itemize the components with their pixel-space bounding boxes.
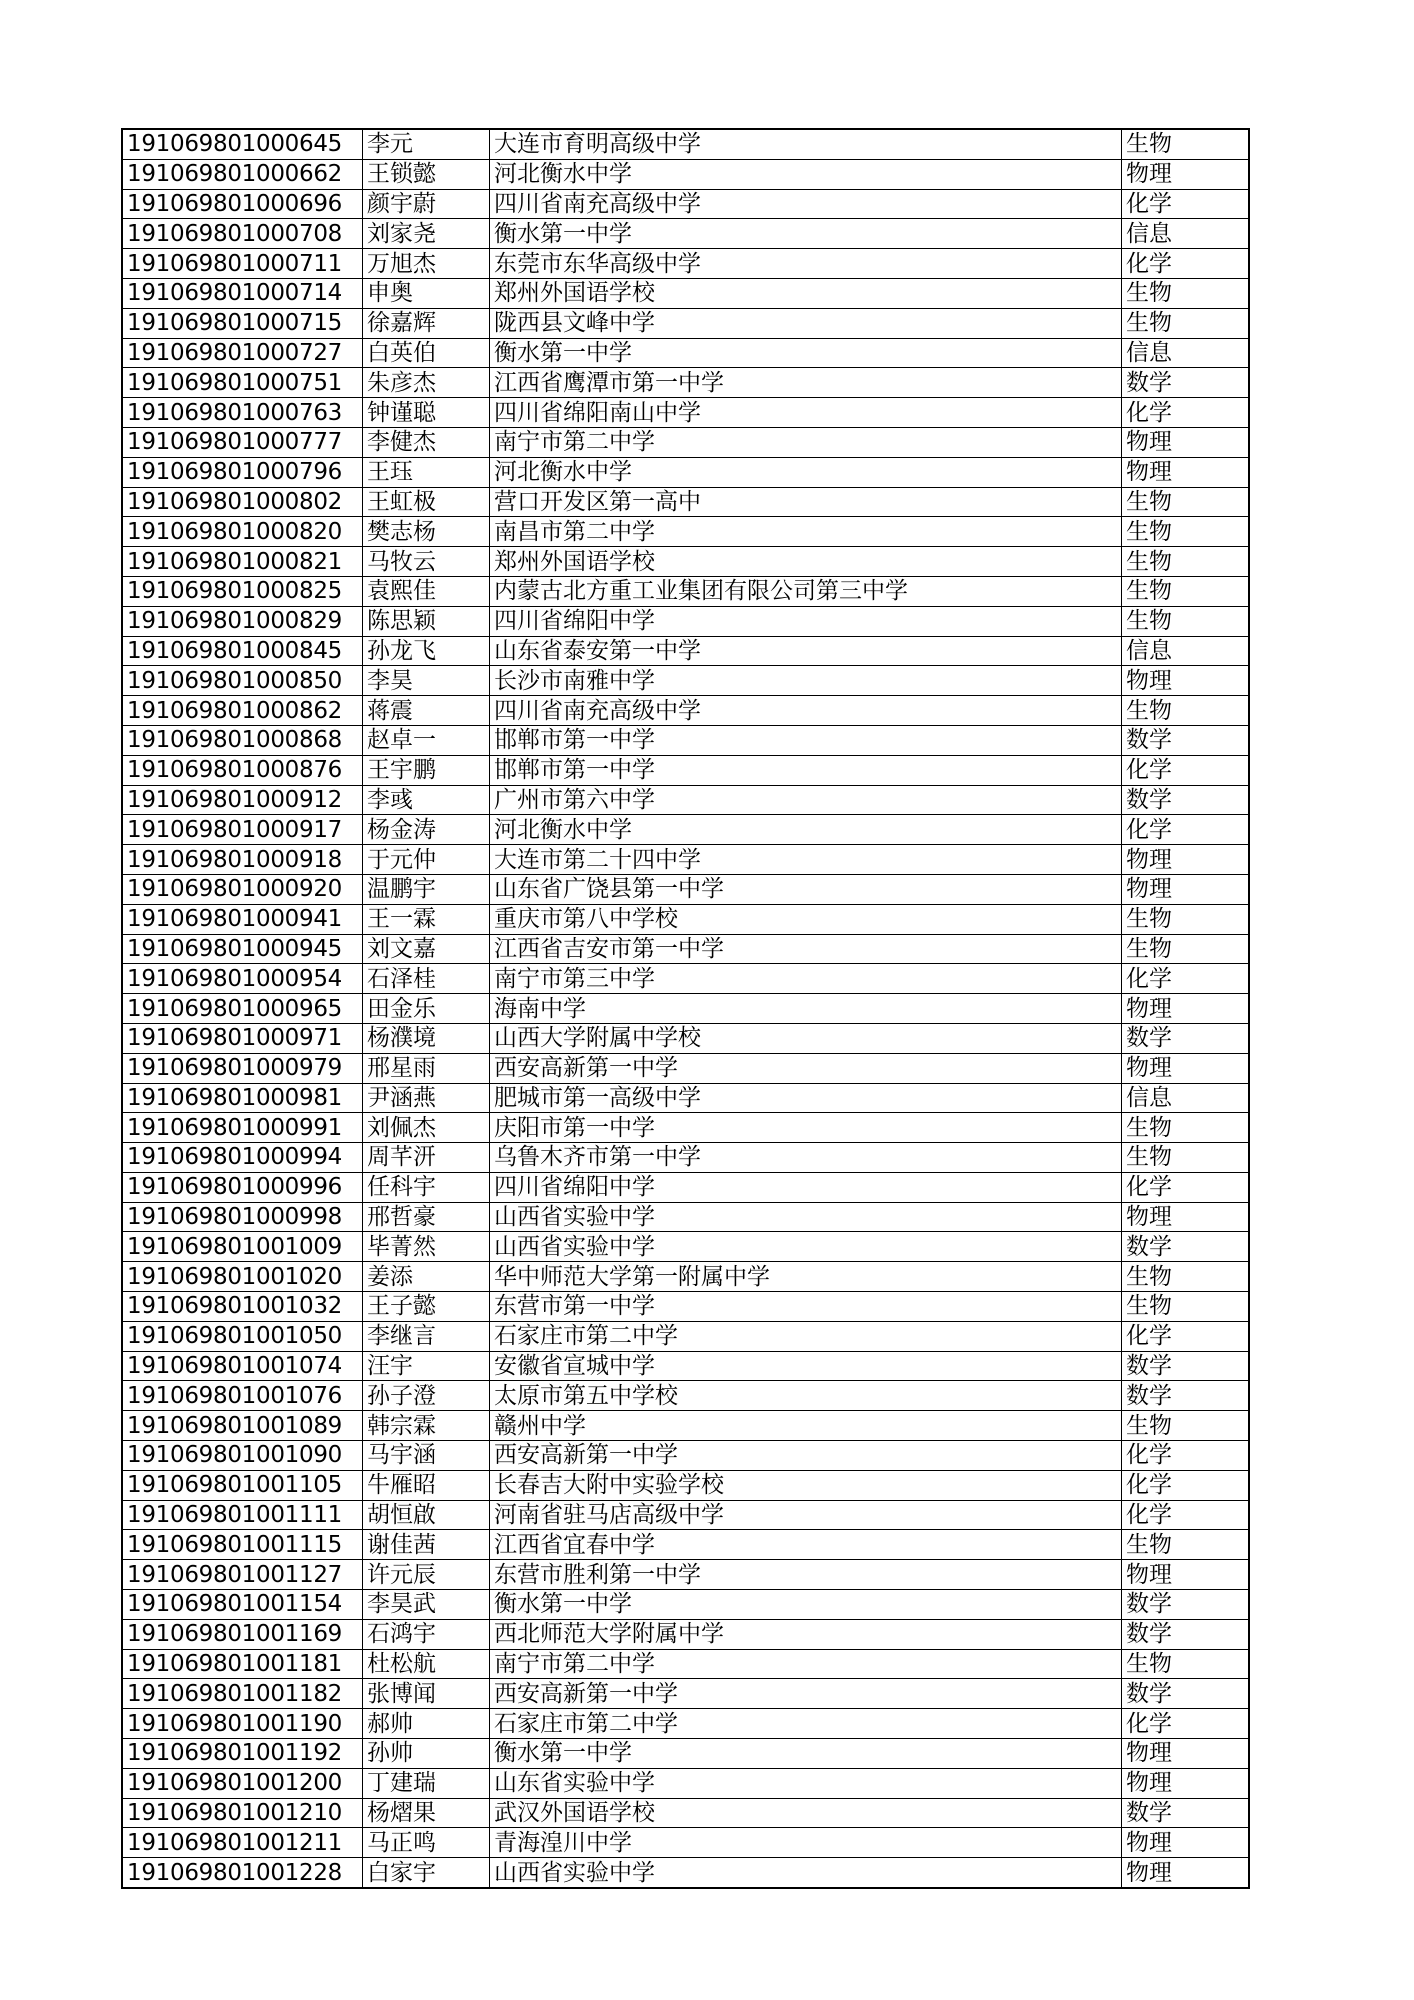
school-cell: 武汉外国语学校 bbox=[490, 1798, 1122, 1828]
table-row bbox=[122, 398, 1249, 428]
student-name-cell: 王一霖 bbox=[363, 904, 490, 934]
exam-number-cell: 191069801001090 bbox=[122, 1441, 363, 1471]
student-name-cell: 丁建瑞 bbox=[363, 1768, 490, 1798]
exam-number-cell: 191069801001228 bbox=[122, 1858, 363, 1888]
subject-cell: 数学 bbox=[1122, 1590, 1250, 1620]
student-name-cell: 牛雁昭 bbox=[363, 1470, 490, 1500]
student-name-cell: 马牧云 bbox=[363, 547, 490, 577]
subject-cell: 生物 bbox=[1122, 517, 1250, 547]
subject-cell: 化学 bbox=[1122, 1470, 1250, 1500]
subject-cell: 物理 bbox=[1122, 159, 1250, 189]
table-row bbox=[122, 874, 1249, 904]
table-row bbox=[122, 189, 1249, 219]
exam-number-cell: 191069801001009 bbox=[122, 1232, 363, 1262]
table-row bbox=[122, 1321, 1249, 1351]
subject-cell: 物理 bbox=[1122, 1768, 1250, 1798]
exam-number-cell: 191069801000777 bbox=[122, 427, 363, 457]
student-name-cell: 钟谨聪 bbox=[363, 398, 490, 428]
exam-number-cell: 191069801000862 bbox=[122, 696, 363, 726]
subject-cell: 物理 bbox=[1122, 666, 1250, 696]
school-cell: 山西省实验中学 bbox=[490, 1858, 1122, 1888]
student-name-cell: 刘家尧 bbox=[363, 219, 490, 249]
subject-cell: 物理 bbox=[1122, 457, 1250, 487]
school-cell: 南宁市第三中学 bbox=[490, 964, 1122, 994]
student-name-cell: 孙龙飞 bbox=[363, 636, 490, 666]
exam-number-cell: 191069801001210 bbox=[122, 1798, 363, 1828]
exam-number-cell: 191069801000821 bbox=[122, 547, 363, 577]
student-name-cell: 田金乐 bbox=[363, 994, 490, 1024]
school-cell: 西安高新第一中学 bbox=[490, 1679, 1122, 1709]
subject-cell: 物理 bbox=[1122, 1739, 1250, 1769]
table-row bbox=[122, 666, 1249, 696]
table-row bbox=[122, 576, 1249, 606]
student-name-cell: 蒋震 bbox=[363, 696, 490, 726]
student-name-cell: 王锁懿 bbox=[363, 159, 490, 189]
exam-number-cell: 191069801000662 bbox=[122, 159, 363, 189]
subject-cell: 物理 bbox=[1122, 427, 1250, 457]
exam-number-cell: 191069801001020 bbox=[122, 1262, 363, 1292]
student-name-cell: 赵卓一 bbox=[363, 725, 490, 755]
subject-cell: 数学 bbox=[1122, 725, 1250, 755]
exam-number-cell: 191069801001105 bbox=[122, 1470, 363, 1500]
table-row bbox=[122, 487, 1249, 517]
exam-number-cell: 191069801000850 bbox=[122, 666, 363, 696]
student-name-cell: 王珏 bbox=[363, 457, 490, 487]
school-cell: 衡水第一中学 bbox=[490, 219, 1122, 249]
student-name-cell: 胡恒啟 bbox=[363, 1500, 490, 1530]
subject-cell: 数学 bbox=[1122, 1619, 1250, 1649]
school-cell: 内蒙古北方重工业集团有限公司第三中学 bbox=[490, 576, 1122, 606]
subject-cell: 化学 bbox=[1122, 1709, 1250, 1739]
table-row bbox=[122, 785, 1249, 815]
table-row bbox=[122, 934, 1249, 964]
exam-number-cell: 191069801001182 bbox=[122, 1679, 363, 1709]
school-cell: 山西省实验中学 bbox=[490, 1202, 1122, 1232]
subject-cell: 物理 bbox=[1122, 845, 1250, 875]
table-row bbox=[122, 1530, 1249, 1560]
student-name-cell: 郝帅 bbox=[363, 1709, 490, 1739]
exam-number-cell: 191069801001076 bbox=[122, 1381, 363, 1411]
school-cell: 四川省绵阳中学 bbox=[490, 1172, 1122, 1202]
school-cell: 营口开发区第一高中 bbox=[490, 487, 1122, 517]
school-cell: 南宁市第二中学 bbox=[490, 427, 1122, 457]
exam-number-cell: 191069801001190 bbox=[122, 1709, 363, 1739]
student-name-cell: 李昊武 bbox=[363, 1590, 490, 1620]
subject-cell: 化学 bbox=[1122, 398, 1250, 428]
student-name-cell: 孙子澄 bbox=[363, 1381, 490, 1411]
table-row bbox=[122, 606, 1249, 636]
table-row bbox=[122, 725, 1249, 755]
subject-cell: 物理 bbox=[1122, 1560, 1250, 1590]
school-cell: 西北师范大学附属中学 bbox=[490, 1619, 1122, 1649]
school-cell: 河北衡水中学 bbox=[490, 815, 1122, 845]
subject-cell: 生物 bbox=[1122, 934, 1250, 964]
school-cell: 山东省实验中学 bbox=[490, 1768, 1122, 1798]
exam-number-cell: 191069801000965 bbox=[122, 994, 363, 1024]
student-name-cell: 周芊汧 bbox=[363, 1143, 490, 1173]
table-row bbox=[122, 1500, 1249, 1530]
exam-number-cell: 191069801000727 bbox=[122, 338, 363, 368]
student-name-cell: 杨濮境 bbox=[363, 1023, 490, 1053]
student-name-cell: 石泽桂 bbox=[363, 964, 490, 994]
school-cell: 山东省泰安第一中学 bbox=[490, 636, 1122, 666]
table-row bbox=[122, 1560, 1249, 1590]
student-name-cell: 汪宇 bbox=[363, 1351, 490, 1381]
exam-number-cell: 191069801000979 bbox=[122, 1053, 363, 1083]
exam-number-cell: 191069801000868 bbox=[122, 725, 363, 755]
table-row bbox=[122, 845, 1249, 875]
school-cell: 山西省实验中学 bbox=[490, 1232, 1122, 1262]
subject-cell: 信息 bbox=[1122, 338, 1250, 368]
subject-cell: 化学 bbox=[1122, 1172, 1250, 1202]
exam-number-cell: 191069801001115 bbox=[122, 1530, 363, 1560]
student-name-cell: 张博闻 bbox=[363, 1679, 490, 1709]
table-row bbox=[122, 1113, 1249, 1143]
school-cell: 四川省绵阳南山中学 bbox=[490, 398, 1122, 428]
student-name-cell: 颜宇蔚 bbox=[363, 189, 490, 219]
school-cell: 河北衡水中学 bbox=[490, 159, 1122, 189]
student-name-cell: 马宇涵 bbox=[363, 1441, 490, 1471]
subject-cell: 化学 bbox=[1122, 1321, 1250, 1351]
student-name-cell: 朱彦杰 bbox=[363, 368, 490, 398]
subject-cell: 生物 bbox=[1122, 606, 1250, 636]
exam-number-cell: 191069801000845 bbox=[122, 636, 363, 666]
table-row bbox=[122, 964, 1249, 994]
subject-cell: 生物 bbox=[1122, 1143, 1250, 1173]
exam-number-cell: 191069801001032 bbox=[122, 1292, 363, 1322]
school-cell: 华中师范大学第一附属中学 bbox=[490, 1262, 1122, 1292]
school-cell: 四川省绵阳中学 bbox=[490, 606, 1122, 636]
subject-cell: 物理 bbox=[1122, 994, 1250, 1024]
table-body bbox=[122, 129, 1249, 1888]
school-cell: 长春吉大附中实验学校 bbox=[490, 1470, 1122, 1500]
subject-cell: 生物 bbox=[1122, 487, 1250, 517]
student-name-cell: 马正鸣 bbox=[363, 1828, 490, 1858]
school-cell: 江西省吉安市第一中学 bbox=[490, 934, 1122, 964]
table-row bbox=[122, 1262, 1249, 1292]
subject-cell: 生物 bbox=[1122, 1649, 1250, 1679]
school-cell: 青海湟川中学 bbox=[490, 1828, 1122, 1858]
exam-number-cell: 191069801000763 bbox=[122, 398, 363, 428]
school-cell: 邯郸市第一中学 bbox=[490, 725, 1122, 755]
student-name-cell: 邢星雨 bbox=[363, 1053, 490, 1083]
exam-number-cell: 191069801000971 bbox=[122, 1023, 363, 1053]
table-row bbox=[122, 1619, 1249, 1649]
exam-number-cell: 191069801000711 bbox=[122, 249, 363, 279]
school-cell: 西安高新第一中学 bbox=[490, 1441, 1122, 1471]
table-row bbox=[122, 457, 1249, 487]
student-name-cell: 邢哲豪 bbox=[363, 1202, 490, 1232]
table-row bbox=[122, 1411, 1249, 1441]
school-cell: 长沙市南雅中学 bbox=[490, 666, 1122, 696]
school-cell: 东营市第一中学 bbox=[490, 1292, 1122, 1322]
subject-cell: 化学 bbox=[1122, 755, 1250, 785]
school-cell: 乌鲁木齐市第一中学 bbox=[490, 1143, 1122, 1173]
student-name-cell: 杨金涛 bbox=[363, 815, 490, 845]
school-cell: 山东省广饶县第一中学 bbox=[490, 874, 1122, 904]
table-row bbox=[122, 1679, 1249, 1709]
school-cell: 四川省南充高级中学 bbox=[490, 696, 1122, 726]
student-name-cell: 李继言 bbox=[363, 1321, 490, 1351]
table-row bbox=[122, 1590, 1249, 1620]
table-row bbox=[122, 696, 1249, 726]
exam-number-cell: 191069801001200 bbox=[122, 1768, 363, 1798]
exam-number-cell: 191069801000796 bbox=[122, 457, 363, 487]
student-name-cell: 李彧 bbox=[363, 785, 490, 815]
table-row bbox=[122, 1858, 1249, 1888]
student-name-cell: 姜添 bbox=[363, 1262, 490, 1292]
exam-number-cell: 191069801000802 bbox=[122, 487, 363, 517]
student-name-cell: 王虹极 bbox=[363, 487, 490, 517]
subject-cell: 化学 bbox=[1122, 249, 1250, 279]
table-row bbox=[122, 1828, 1249, 1858]
school-cell: 河南省驻马店高级中学 bbox=[490, 1500, 1122, 1530]
table-row bbox=[122, 517, 1249, 547]
table-row bbox=[122, 1768, 1249, 1798]
table-row bbox=[122, 1798, 1249, 1828]
exam-number-cell: 191069801001050 bbox=[122, 1321, 363, 1351]
table-row bbox=[122, 904, 1249, 934]
school-cell: 庆阳市第一中学 bbox=[490, 1113, 1122, 1143]
table-row bbox=[122, 308, 1249, 338]
student-list-table bbox=[121, 128, 1250, 1889]
school-cell: 肥城市第一高级中学 bbox=[490, 1083, 1122, 1113]
student-name-cell: 王宇鹏 bbox=[363, 755, 490, 785]
subject-cell: 信息 bbox=[1122, 1083, 1250, 1113]
exam-number-cell: 191069801000696 bbox=[122, 189, 363, 219]
student-name-cell: 刘文嘉 bbox=[363, 934, 490, 964]
subject-cell: 数学 bbox=[1122, 1381, 1250, 1411]
school-cell: 东营市胜利第一中学 bbox=[490, 1560, 1122, 1590]
table-row bbox=[122, 815, 1249, 845]
subject-cell: 数学 bbox=[1122, 1023, 1250, 1053]
subject-cell: 物理 bbox=[1122, 1858, 1250, 1888]
student-name-cell: 陈思颖 bbox=[363, 606, 490, 636]
student-name-cell: 李元 bbox=[363, 129, 490, 159]
subject-cell: 生物 bbox=[1122, 1113, 1250, 1143]
school-cell: 郑州外国语学校 bbox=[490, 547, 1122, 577]
table-row bbox=[122, 1381, 1249, 1411]
table-row bbox=[122, 1709, 1249, 1739]
student-name-cell: 杜松航 bbox=[363, 1649, 490, 1679]
student-name-cell: 白英伯 bbox=[363, 338, 490, 368]
school-cell: 南昌市第二中学 bbox=[490, 517, 1122, 547]
school-cell: 西安高新第一中学 bbox=[490, 1053, 1122, 1083]
table-row bbox=[122, 1083, 1249, 1113]
student-name-cell: 王子懿 bbox=[363, 1292, 490, 1322]
table-row bbox=[122, 1023, 1249, 1053]
school-cell: 太原市第五中学校 bbox=[490, 1381, 1122, 1411]
exam-number-cell: 191069801001111 bbox=[122, 1500, 363, 1530]
subject-cell: 数学 bbox=[1122, 368, 1250, 398]
student-name-cell: 谢佳茜 bbox=[363, 1530, 490, 1560]
subject-cell: 化学 bbox=[1122, 1441, 1250, 1471]
exam-number-cell: 191069801000918 bbox=[122, 845, 363, 875]
exam-number-cell: 191069801001181 bbox=[122, 1649, 363, 1679]
student-name-cell: 万旭杰 bbox=[363, 249, 490, 279]
table-row bbox=[122, 1441, 1249, 1471]
subject-cell: 生物 bbox=[1122, 1262, 1250, 1292]
student-name-cell: 毕菁然 bbox=[363, 1232, 490, 1262]
school-cell: 东莞市东华高级中学 bbox=[490, 249, 1122, 279]
table-row bbox=[122, 547, 1249, 577]
exam-number-cell: 191069801000912 bbox=[122, 785, 363, 815]
table-row bbox=[122, 338, 1249, 368]
subject-cell: 数学 bbox=[1122, 1798, 1250, 1828]
subject-cell: 生物 bbox=[1122, 576, 1250, 606]
exam-number-cell: 191069801001127 bbox=[122, 1560, 363, 1590]
table-row bbox=[122, 368, 1249, 398]
school-cell: 衡水第一中学 bbox=[490, 1739, 1122, 1769]
table-row bbox=[122, 219, 1249, 249]
table-row bbox=[122, 1351, 1249, 1381]
exam-number-cell: 191069801001089 bbox=[122, 1411, 363, 1441]
exam-number-cell: 191069801000825 bbox=[122, 576, 363, 606]
table-row bbox=[122, 427, 1249, 457]
student-name-cell: 白家宇 bbox=[363, 1858, 490, 1888]
school-cell: 大连市第二十四中学 bbox=[490, 845, 1122, 875]
subject-cell: 化学 bbox=[1122, 1500, 1250, 1530]
exam-number-cell: 191069801000645 bbox=[122, 129, 363, 159]
subject-cell: 化学 bbox=[1122, 964, 1250, 994]
exam-number-cell: 191069801000876 bbox=[122, 755, 363, 785]
subject-cell: 物理 bbox=[1122, 1828, 1250, 1858]
subject-cell: 生物 bbox=[1122, 1411, 1250, 1441]
school-cell: 郑州外国语学校 bbox=[490, 278, 1122, 308]
table-row bbox=[122, 159, 1249, 189]
student-name-cell: 李昊 bbox=[363, 666, 490, 696]
student-name-cell: 温鹏宇 bbox=[363, 874, 490, 904]
exam-number-cell: 191069801000920 bbox=[122, 874, 363, 904]
exam-number-cell: 191069801000945 bbox=[122, 934, 363, 964]
school-cell: 南宁市第二中学 bbox=[490, 1649, 1122, 1679]
table-row bbox=[122, 1232, 1249, 1262]
school-cell: 安徽省宣城中学 bbox=[490, 1351, 1122, 1381]
exam-number-cell: 191069801000981 bbox=[122, 1083, 363, 1113]
student-name-cell: 樊志杨 bbox=[363, 517, 490, 547]
student-name-cell: 刘佩杰 bbox=[363, 1113, 490, 1143]
subject-cell: 生物 bbox=[1122, 1292, 1250, 1322]
table-row bbox=[122, 278, 1249, 308]
school-cell: 石家庄市第二中学 bbox=[490, 1709, 1122, 1739]
exam-number-cell: 191069801000820 bbox=[122, 517, 363, 547]
school-cell: 广州市第六中学 bbox=[490, 785, 1122, 815]
table-row bbox=[122, 129, 1249, 159]
table-row bbox=[122, 1172, 1249, 1202]
table-row bbox=[122, 994, 1249, 1024]
subject-cell: 生物 bbox=[1122, 547, 1250, 577]
exam-number-cell: 191069801000991 bbox=[122, 1113, 363, 1143]
student-name-cell: 尹涵燕 bbox=[363, 1083, 490, 1113]
table-row bbox=[122, 1649, 1249, 1679]
subject-cell: 物理 bbox=[1122, 1053, 1250, 1083]
exam-number-cell: 191069801001154 bbox=[122, 1590, 363, 1620]
table-row bbox=[122, 1292, 1249, 1322]
subject-cell: 生物 bbox=[1122, 1530, 1250, 1560]
student-name-cell: 石鸿宇 bbox=[363, 1619, 490, 1649]
exam-number-cell: 191069801000917 bbox=[122, 815, 363, 845]
school-cell: 江西省宜春中学 bbox=[490, 1530, 1122, 1560]
student-name-cell: 孙帅 bbox=[363, 1739, 490, 1769]
student-name-cell: 徐嘉辉 bbox=[363, 308, 490, 338]
exam-number-cell: 191069801000751 bbox=[122, 368, 363, 398]
exam-number-cell: 191069801000994 bbox=[122, 1143, 363, 1173]
school-cell: 大连市育明高级中学 bbox=[490, 129, 1122, 159]
student-name-cell: 杨熠果 bbox=[363, 1798, 490, 1828]
student-name-cell: 许元辰 bbox=[363, 1560, 490, 1590]
exam-number-cell: 191069801001192 bbox=[122, 1739, 363, 1769]
table-row bbox=[122, 1143, 1249, 1173]
school-cell: 陇西县文峰中学 bbox=[490, 308, 1122, 338]
exam-number-cell: 191069801001169 bbox=[122, 1619, 363, 1649]
table-row bbox=[122, 755, 1249, 785]
exam-number-cell: 191069801000714 bbox=[122, 278, 363, 308]
student-name-cell: 韩宗霖 bbox=[363, 1411, 490, 1441]
student-name-cell: 于元仲 bbox=[363, 845, 490, 875]
school-cell: 赣州中学 bbox=[490, 1411, 1122, 1441]
school-cell: 河北衡水中学 bbox=[490, 457, 1122, 487]
exam-number-cell: 191069801000715 bbox=[122, 308, 363, 338]
school-cell: 四川省南充高级中学 bbox=[490, 189, 1122, 219]
subject-cell: 生物 bbox=[1122, 308, 1250, 338]
exam-number-cell: 191069801000708 bbox=[122, 219, 363, 249]
school-cell: 衡水第一中学 bbox=[490, 1590, 1122, 1620]
table-row bbox=[122, 1053, 1249, 1083]
table-row bbox=[122, 249, 1249, 279]
subject-cell: 数学 bbox=[1122, 1232, 1250, 1262]
exam-number-cell: 191069801000998 bbox=[122, 1202, 363, 1232]
school-cell: 山西大学附属中学校 bbox=[490, 1023, 1122, 1053]
subject-cell: 物理 bbox=[1122, 874, 1250, 904]
school-cell: 衡水第一中学 bbox=[490, 338, 1122, 368]
school-cell: 重庆市第八中学校 bbox=[490, 904, 1122, 934]
table-row bbox=[122, 636, 1249, 666]
table-row bbox=[122, 1739, 1249, 1769]
subject-cell: 化学 bbox=[1122, 189, 1250, 219]
subject-cell: 信息 bbox=[1122, 636, 1250, 666]
subject-cell: 生物 bbox=[1122, 278, 1250, 308]
table-row bbox=[122, 1202, 1249, 1232]
exam-number-cell: 191069801000996 bbox=[122, 1172, 363, 1202]
exam-number-cell: 191069801000954 bbox=[122, 964, 363, 994]
subject-cell: 生物 bbox=[1122, 696, 1250, 726]
subject-cell: 数学 bbox=[1122, 1679, 1250, 1709]
student-name-cell: 申奥 bbox=[363, 278, 490, 308]
exam-number-cell: 191069801000941 bbox=[122, 904, 363, 934]
subject-cell: 生物 bbox=[1122, 129, 1250, 159]
exam-number-cell: 191069801000829 bbox=[122, 606, 363, 636]
student-name-cell: 任科宇 bbox=[363, 1172, 490, 1202]
subject-cell: 物理 bbox=[1122, 1202, 1250, 1232]
table-row bbox=[122, 1470, 1249, 1500]
student-name-cell: 袁熙佳 bbox=[363, 576, 490, 606]
subject-cell: 数学 bbox=[1122, 785, 1250, 815]
student-name-cell: 李健杰 bbox=[363, 427, 490, 457]
school-cell: 江西省鹰潭市第一中学 bbox=[490, 368, 1122, 398]
subject-cell: 数学 bbox=[1122, 1351, 1250, 1381]
school-cell: 邯郸市第一中学 bbox=[490, 755, 1122, 785]
subject-cell: 信息 bbox=[1122, 219, 1250, 249]
subject-cell: 化学 bbox=[1122, 815, 1250, 845]
exam-number-cell: 191069801001074 bbox=[122, 1351, 363, 1381]
school-cell: 海南中学 bbox=[490, 994, 1122, 1024]
subject-cell: 生物 bbox=[1122, 904, 1250, 934]
exam-number-cell: 191069801001211 bbox=[122, 1828, 363, 1858]
school-cell: 石家庄市第二中学 bbox=[490, 1321, 1122, 1351]
